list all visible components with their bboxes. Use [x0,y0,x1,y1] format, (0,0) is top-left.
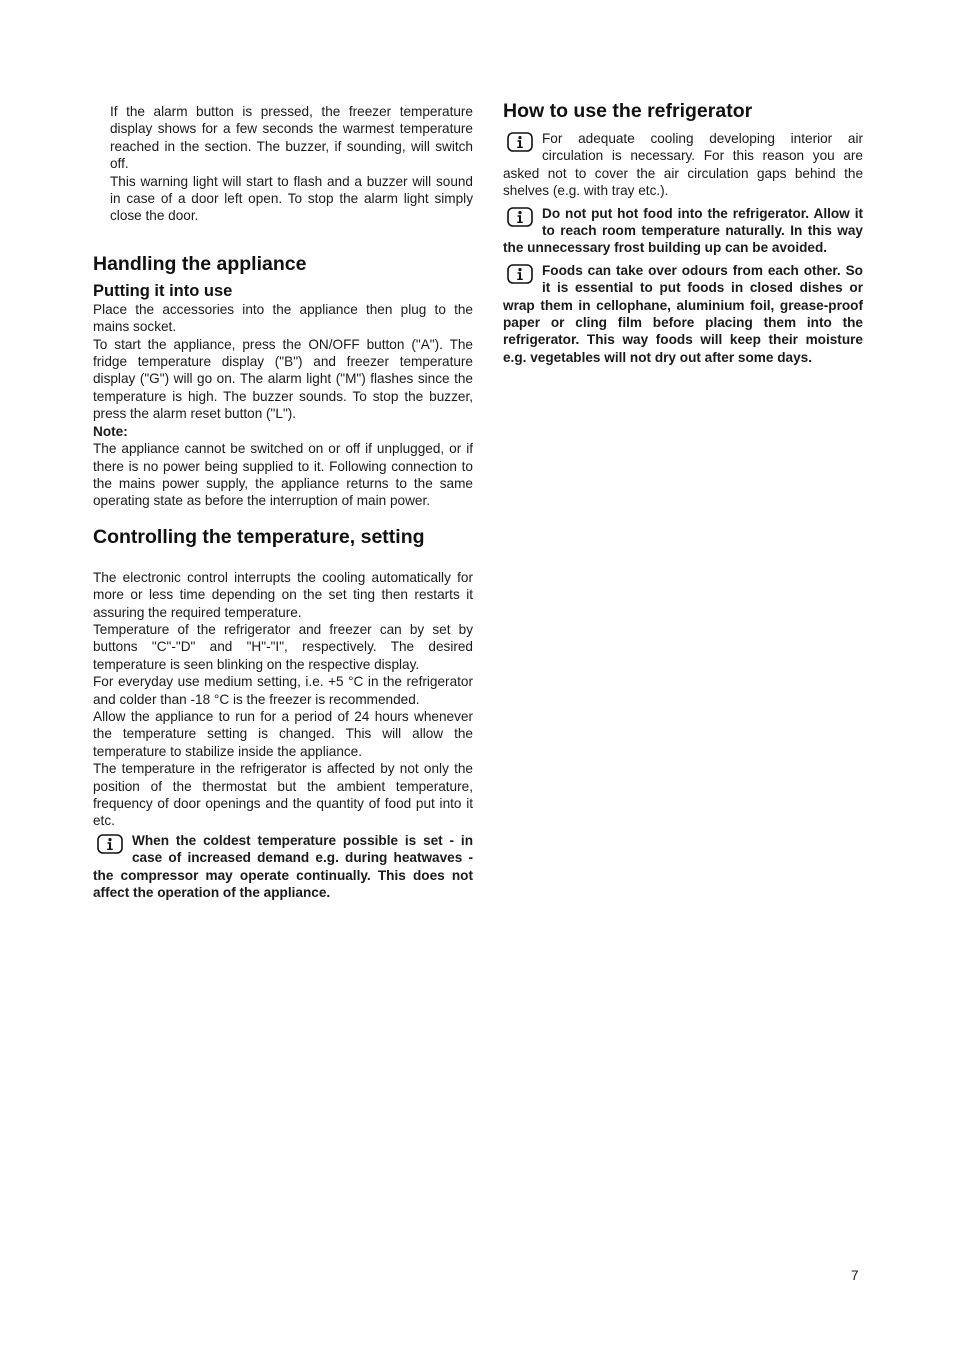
note-text: The appliance cannot be switched on or off if unplugged, or if there is no power being supplied to it. Following connection to the mains power supply, the appliance returns to the same operating state as before the interruption of main power. [93,441,473,509]
hot-food-info-text: Do not put hot food into the refrigerator. Allow it to reach room temperature naturally. In this way the unnecessary frost building up can be avoided. [503,205,863,256]
odours-info [503,262,863,366]
alarm-paragraph-2: This warning light will start to flash and a buzzer will sound in case of a door left open. To stop the alarm light simply close the door. [110,173,473,224]
info-icon [507,264,533,284]
page-number: 7 [851,1268,859,1283]
air-circulation-info-text: For adequate cooling developing interior air circulation is necessary. For this reason you are asked not to cover the air circulation gaps behind the shelves (e.g. with tray etc.). [503,131,863,199]
note-label: Note: [93,423,128,439]
odours-info-text: Foods can take over odours from each other. So it is essential to put foods in closed dishes or wrap them in cellophane, aluminium foil, grease-proof paper or cling film before placing them into the refrigerator. This way foods will keep their moisture e.g. vegetables will not dry out after some days. [503,262,863,365]
info-icon [97,834,123,854]
putting-paragraph-2: To start the appliance, press the ON/OFF button ("A"). The fridge temperature display ("B") and freezer temperature display ("G") will go on. The alarm light ("M") flashes since the temperature is high. The buzzer sounds. To stop the buzzer, press the alarm reset button ("L"). [93,336,473,422]
controlling-paragraph-5: The temperature in the refrigerator is affected by not only the position of the thermostat but the ambient temperature, frequency of door openings and the quantity of food put into it etc. [93,761,473,829]
coldest-temperature-info-text: When the coldest temperature possible is set - in case of increased demand e.g. during heatwaves - the compressor may operate continually. This does not affect the operation of the appliance. [93,832,473,901]
putting-paragraph-1: Place the accessories into the appliance then plug to the mains socket. [93,301,473,335]
hot-food-info [503,205,863,257]
controlling-paragraph-3: For everyday use medium setting, i.e. +5 °C in the refrigerator and colder than -18 °C is the freezer is recommended. [93,674,473,707]
info-icon [507,207,533,227]
air-circulation-info [503,130,863,200]
handling-heading: Handling the appliance [93,252,307,275]
controlling-paragraph-2: Temperature of the refrigerator and freezer can by set by buttons "C"-"D" and "H"-"I", respectively. The desired temperature is seen blinking on the respective display. [93,621,473,672]
left-column [93,0,473,901]
right-column [503,0,863,366]
alarm-paragraph-1: If the alarm button is pressed, the freezer temperature display shows for a few seconds the warmest temperature reached in the section. The buzzer, if sounding, will switch off. [110,104,473,172]
coldest-temperature-info [93,832,473,902]
info-icon [507,132,533,152]
controlling-paragraph-1: The electronic control interrupts the cooling automatically for more or less time depending on the set ting then restarts it assuring the required temperature. [93,569,473,620]
controlling-heading: Controlling the temperature, setting [93,525,425,548]
putting-into-use-heading: Putting it into use [93,281,233,300]
controlling-paragraph-4: Allow the appliance to run for a period of 24 hours whenever the temperature setting is changed. This will allow the temperature to stabilize inside the appliance. [93,708,473,759]
how-to-use-heading: How to use the refrigerator [503,100,753,122]
